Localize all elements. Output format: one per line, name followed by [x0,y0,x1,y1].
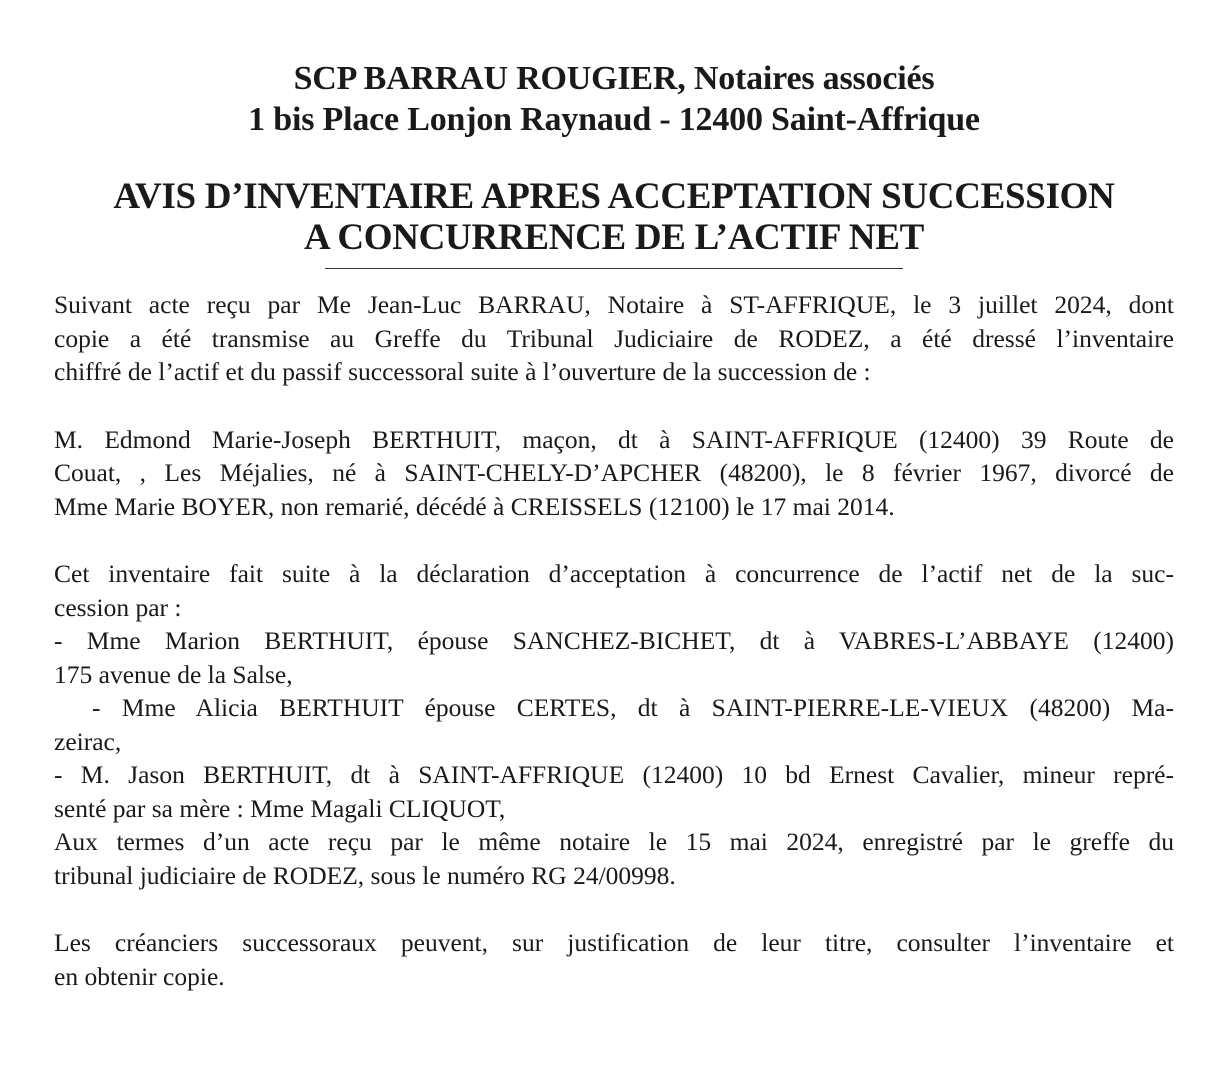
text-line: Cet inventaire fait suite à la déclaration d’acceptation à concurrence de l’actif net de la suc- [54,559,1174,588]
text-line: - Mme Alicia BERTHUIT épouse CERTES, dt à SAINT-PIERRE-LE-VIEUX (48200) Ma- [92,693,1174,722]
notice-title [54,176,1174,258]
text-line: Aux termes d’un acte reçu par le même notaire le 15 mai 2024, enregistré par le greffe du [54,827,1174,856]
notice-title-line-2: A CONCURRENCE DE L’ACTIF NET [303,217,924,258]
text-line: copie a été transmise au Greffe du Tribunal Judiciaire de RODEZ, a été dressé l’inventaire [54,323,1174,353]
text-line: Couat, , Les Méjalies, né à SAINT-CHELY-D’APCHER (48200), le 8 février 1967, divorcé de [54,458,1174,487]
text-line: tribunal judiciaire de RODEZ, sous le numéro RG 24/00998. [54,860,676,890]
notary-address: 1 bis Place Lonjon Raynaud - 12400 Saint-Affrique [248,101,980,138]
text-line: M. Edmond Marie-Joseph BERTHUIT, maçon, dt à SAINT-AFFRIQUE (12400) 39 Route de [54,424,1174,454]
paragraph-gap [54,389,1174,423]
text-line: Suivant acte reçu par Me Jean-Luc BARRAU, Notaire à ST-AFFRIQUE, le 3 juillet 2024, dont [54,290,1174,319]
paragraph-gap [54,523,1174,557]
notary-header [54,58,1174,140]
notary-firm-name: SCP BARRAU ROUGIER, Notaires associés [293,60,935,97]
paragraph-inventory-act [54,288,1174,389]
legal-notice [54,58,1174,993]
text-line: en obtenir copie. [54,961,225,991]
paragraph-creditors [54,926,1174,993]
text-line: 175 avenue de la Salse, [54,659,293,689]
paragraph-deceased [54,423,1174,524]
text-line: - M. Jason BERTHUIT, dt à SAINT-AFFRIQUE (12400) 10 bd Ernest Cavalier, mineur repré- [54,760,1174,789]
text-line: chiffré de l’actif et du passif successoral suite à l’ouverture de la succession de : [54,357,871,386]
text-line: - Mme Marion BERTHUIT, épouse SANCHEZ-BICHET, dt à VABRES-L’ABBAYE (12400) [54,626,1174,655]
text-line: Les créanciers successoraux peuvent, sur justification de leur titre, consulter l’inventaire et [54,928,1174,957]
text-line: cession par : [54,592,182,622]
text-line: senté par sa mère : Mme Magali CLIQUOT, [54,793,506,823]
text-line: zeirac, [54,726,122,756]
paragraph-gap [54,892,1174,926]
notice-body [54,288,1174,993]
text-line: Mme Marie BOYER, non remarié, décédé à CREISSELS (12100) le 17 mai 2014. [54,491,895,521]
title-divider [325,268,903,269]
paragraph-heirs [54,557,1174,892]
notice-title-line-1: AVIS D’INVENTAIRE APRES ACCEPTATION SUCCESSION [113,176,1115,217]
